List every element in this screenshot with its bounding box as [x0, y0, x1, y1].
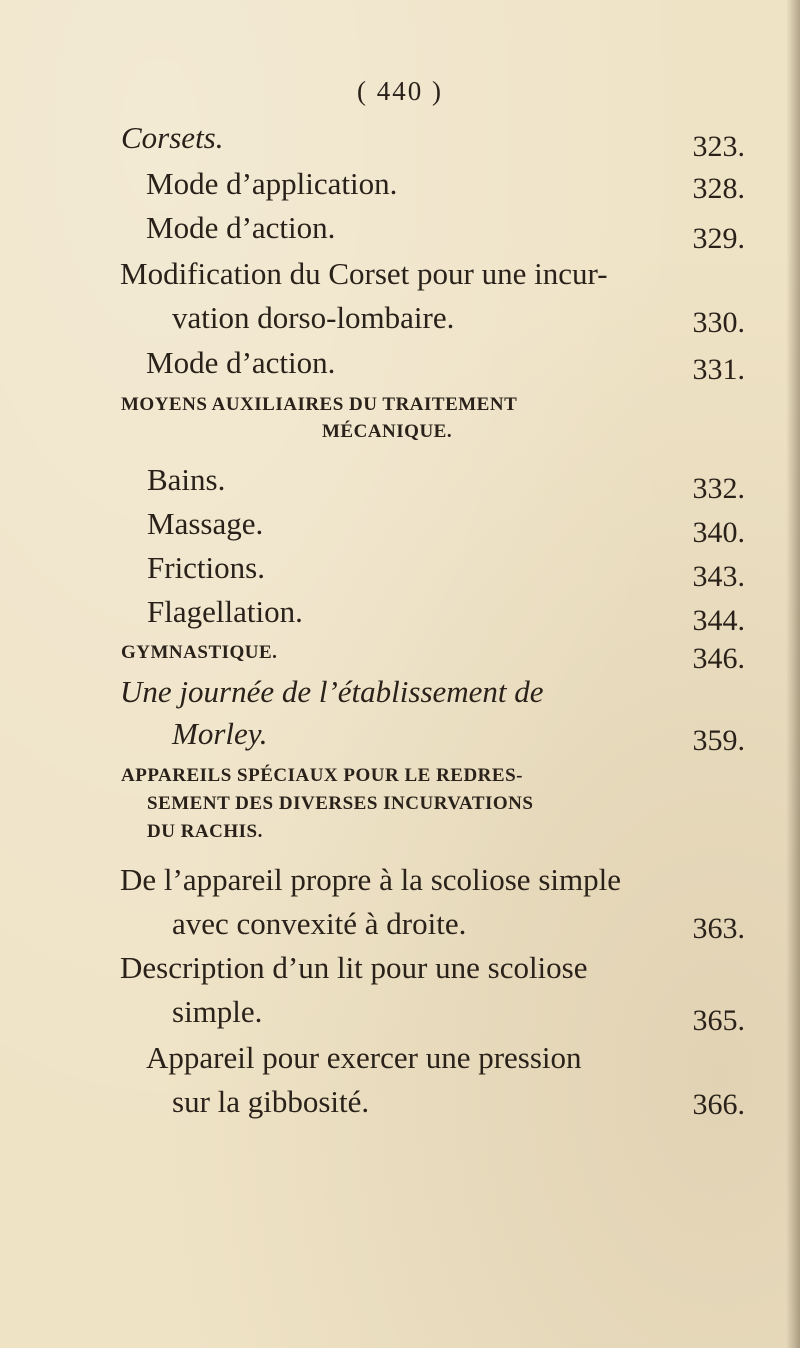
section-heading-line: MÉCANIQUE. — [322, 421, 453, 442]
toc-entry — [0, 550, 800, 593]
toc-section-heading — [0, 821, 800, 861]
entry-page: 343. — [692, 560, 745, 593]
entry-page: 328. — [692, 172, 745, 205]
entry-label: Flagellation. — [147, 594, 303, 629]
entry-page: 346. — [692, 642, 745, 675]
toc-entry — [0, 462, 800, 505]
toc-entry — [0, 345, 800, 385]
section-heading-line: DU RACHIS. — [147, 821, 263, 842]
entry-label: Bains. — [147, 462, 226, 497]
toc-entry — [0, 120, 800, 163]
entry-page: 344. — [692, 604, 745, 637]
toc-entry — [0, 906, 800, 946]
entry-label: Modification du Corset pour une incur- — [120, 256, 608, 291]
entry-label: Appareil pour exercer une pression — [146, 1040, 582, 1075]
entry-label: Mode d’action. — [146, 345, 336, 380]
toc-section-heading — [0, 421, 800, 461]
section-heading-line: APPAREILS SPÉCIAUX POUR LE REDRES- — [121, 765, 523, 786]
entry-label: Corsets. — [121, 120, 224, 155]
entry-page: 366. — [692, 1088, 745, 1121]
toc-entry — [0, 594, 800, 637]
entry-label: sur la gibbosité. — [172, 1084, 370, 1119]
entry-label: Frictions. — [147, 550, 265, 585]
toc-entry — [0, 210, 800, 255]
toc-entry — [0, 950, 800, 990]
toc-entry — [0, 506, 800, 549]
entry-page: 359. — [692, 724, 745, 757]
entry-page: 365. — [692, 1004, 745, 1037]
page-header: ( 440 ) — [357, 76, 443, 106]
entry-label: avec convexité à droite. — [172, 906, 467, 941]
toc-entry — [0, 256, 800, 296]
toc-entry — [0, 994, 800, 1037]
section-heading-line: GYMNASTIQUE. — [121, 642, 278, 663]
section-heading-line: MOYENS AUXILIAIRES DU TRAITEMENT — [121, 394, 518, 415]
entry-label: Massage. — [147, 506, 264, 541]
entry-page: 323. — [692, 130, 745, 163]
toc-entry — [0, 1040, 800, 1080]
entry-page: 332. — [692, 472, 745, 505]
entry-label: Mode d’action. — [146, 210, 336, 245]
entry-page: 340. — [692, 516, 745, 549]
toc-entry — [0, 716, 800, 756]
entry-label: Mode d’application. — [146, 166, 398, 201]
entry-page: 330. — [692, 306, 745, 339]
entry-page: 329. — [692, 222, 745, 255]
entry-page: 363. — [692, 912, 745, 945]
toc-entry — [0, 166, 800, 206]
entry-label: vation dorso-lombaire. — [172, 300, 455, 335]
toc-entry — [0, 674, 800, 714]
entry-page: 331. — [692, 353, 745, 386]
entry-label: Description d’un lit pour une scoliose — [120, 950, 588, 985]
entry-label: Morley. — [172, 716, 268, 751]
entry-label: Une journée de l’établissement de — [120, 674, 544, 709]
toc-entry — [0, 300, 800, 340]
entry-label: De l’appareil propre à la scoliose simple — [120, 862, 621, 897]
toc-entry — [0, 1084, 800, 1124]
toc-entry — [0, 862, 800, 902]
section-heading-line: SEMENT DES DIVERSES INCURVATIONS — [147, 793, 534, 814]
entry-label: simple. — [172, 994, 263, 1029]
